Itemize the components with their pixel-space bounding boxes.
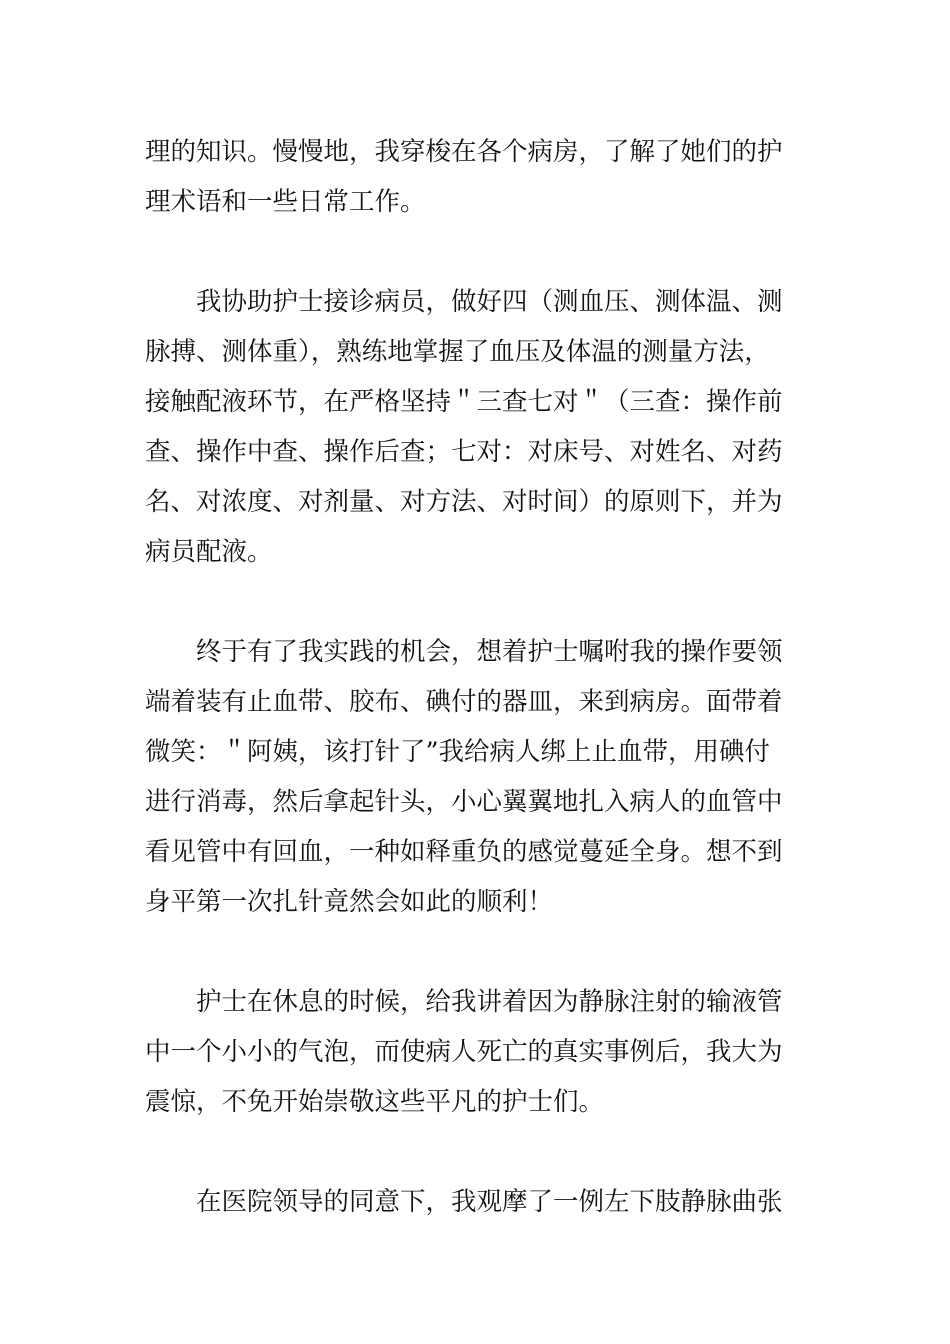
text-line: 在医院领导的同意下，我观摩了一例左下肢静脉曲张 <box>196 1187 783 1217</box>
paragraph-1 <box>145 127 810 227</box>
text-line: 微笑：＂阿姨，该打针了”我给病人绑上止血带，用碘付 <box>145 737 771 767</box>
document-body <box>145 127 810 1277</box>
text-line: 震惊，不免开始崇敬这些平凡的护士们。 <box>145 1087 605 1117</box>
text-line: 名、对浓度、对剂量、对方法、对时间）的原则下，并为 <box>145 487 783 517</box>
paragraph-4 <box>145 977 810 1127</box>
text-line: 病员配液。 <box>145 537 273 567</box>
paragraph-5 <box>145 1177 810 1227</box>
text-line: 我协助护士接诊病员，做好四（测血压、测体温、测 <box>196 287 783 317</box>
text-line: 端着装有止血带、胶布、碘付的器皿，来到病房。面带着 <box>145 687 783 717</box>
text-line: 脉搏、测体重），熟练地掌握了血压及体温的测量方法， <box>145 337 770 367</box>
text-line: 护士在休息的时候，给我讲着因为静脉注射的输液管 <box>196 987 783 1017</box>
text-line: 中一个小小的气泡，而使病人死亡的真实事例后，我大为 <box>145 1037 783 1067</box>
paragraph-3 <box>145 627 810 927</box>
text-line: 理的知识。慢慢地，我穿梭在各个病房，了解了她们的护 <box>145 137 783 167</box>
text-line: 接触配液环节，在严格坚持＂三查七对＂（三查：操作前 <box>145 387 783 417</box>
text-line: 终于有了我实践的机会，想着护士嘱咐我的操作要领 <box>196 637 783 667</box>
text-line: 看见管中有回血，一种如释重负的感觉蔓延全身。想不到 <box>145 837 783 867</box>
text-line: 查、操作中查、操作后查；七对：对床号、对姓名、对药 <box>145 437 783 467</box>
text-line: 进行消毒，然后拿起针头，小心翼翼地扎入病人的血管中 <box>145 787 783 817</box>
text-line: 理术语和一些日常工作。 <box>145 187 426 217</box>
paragraph-2 <box>145 277 810 577</box>
text-line: 身平第一次扎针竟然会如此的顺利！ <box>145 887 554 917</box>
